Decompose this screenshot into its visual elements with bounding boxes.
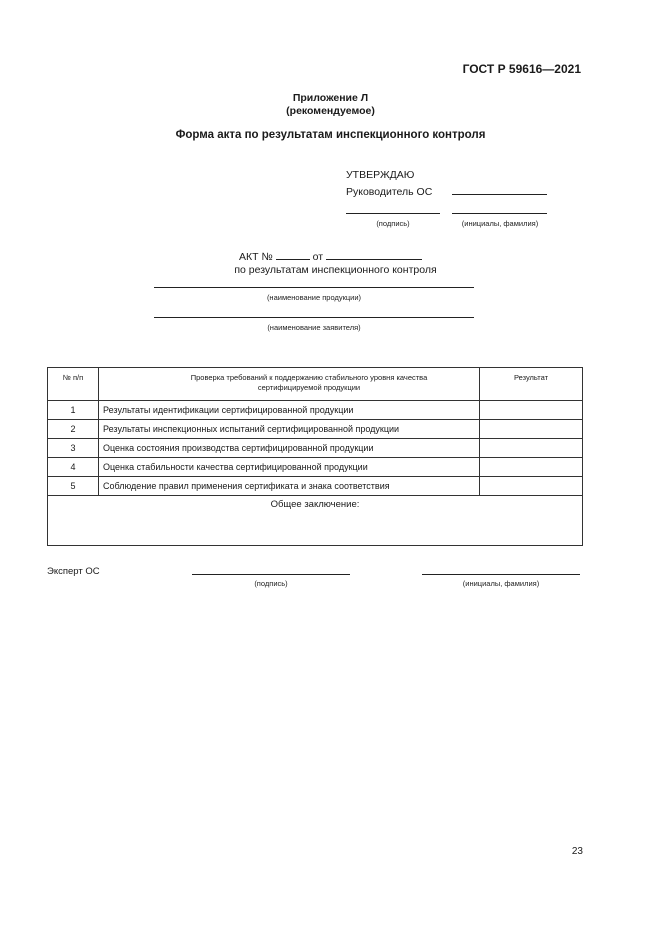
row-result[interactable] xyxy=(480,401,583,420)
row-result[interactable] xyxy=(480,477,583,496)
row-text: Результаты идентификации сертифицированной продукции xyxy=(99,401,480,420)
table-row xyxy=(48,420,583,439)
expert-label: Эксперт ОС xyxy=(47,566,100,577)
general-conclusion[interactable]: Общее заключение: xyxy=(48,496,583,546)
act-date-blank xyxy=(326,250,422,260)
expert-signature-caption: (подпись) xyxy=(254,579,288,588)
approve-label: УТВЕРЖДАЮ xyxy=(346,169,415,181)
form-title: Форма акта по результатам инспекционного контроля xyxy=(175,129,486,141)
row-text: Оценка состояния производства сертифицированной продукции xyxy=(99,439,480,458)
standard-code: ГОСТ Р 59616—2021 xyxy=(462,62,581,76)
row-num: 3 xyxy=(48,439,99,458)
conclusion-row xyxy=(48,496,583,546)
applicant-name-line xyxy=(154,317,474,318)
row-num: 1 xyxy=(48,401,99,420)
head-label: Руководитель ОС xyxy=(346,186,433,198)
page-number: 23 xyxy=(571,846,583,857)
act-number-label: АКТ № xyxy=(239,251,273,263)
approval-initials-caption: (инициалы, фамилия) xyxy=(461,219,539,228)
expert-initials-caption: (инициалы, фамилия) xyxy=(462,579,540,588)
table-row xyxy=(48,477,583,496)
approval-signature-caption: (подпись) xyxy=(376,219,410,228)
product-name-line xyxy=(154,287,474,288)
appendix-heading xyxy=(0,92,661,118)
table-row xyxy=(48,439,583,458)
act-number-blank xyxy=(276,250,310,260)
header-result: Результат xyxy=(480,368,583,401)
appendix-status: (рекомендуемое) xyxy=(286,105,375,117)
row-text: Результаты инспекционных испытаний сертифицированной продукции xyxy=(99,420,480,439)
header-check: Проверка требований к поддержанию стабильного уровня качества сертифицируемой продукции xyxy=(99,368,480,401)
header-num: № п/п xyxy=(48,368,99,401)
row-result[interactable] xyxy=(480,458,583,477)
expert-signature-line xyxy=(192,574,350,575)
inspection-table xyxy=(47,367,583,546)
product-caption: (наименование продукции) xyxy=(266,293,362,302)
applicant-caption: (наименование заявителя) xyxy=(267,323,361,332)
row-num: 5 xyxy=(48,477,99,496)
act-heading xyxy=(0,250,661,277)
act-number-line xyxy=(0,250,661,264)
row-text: Соблюдение правил применения сертификата и знака соответствия xyxy=(99,477,480,496)
approval-initials-line xyxy=(452,213,547,214)
table-header-row xyxy=(48,368,583,401)
row-result[interactable] xyxy=(480,439,583,458)
head-name-line xyxy=(452,194,547,195)
appendix-name: Приложение Л xyxy=(292,92,369,104)
approval-signature-line xyxy=(346,213,440,214)
act-date-label: от xyxy=(312,251,324,263)
row-num: 4 xyxy=(48,458,99,477)
table-row xyxy=(48,458,583,477)
row-num: 2 xyxy=(48,420,99,439)
expert-initials-line xyxy=(422,574,580,575)
row-result[interactable] xyxy=(480,420,583,439)
row-text: Оценка стабильности качества сертифицированной продукции xyxy=(99,458,480,477)
act-subtitle: по результатам инспекционного контроля xyxy=(234,264,437,276)
table-row xyxy=(48,401,583,420)
